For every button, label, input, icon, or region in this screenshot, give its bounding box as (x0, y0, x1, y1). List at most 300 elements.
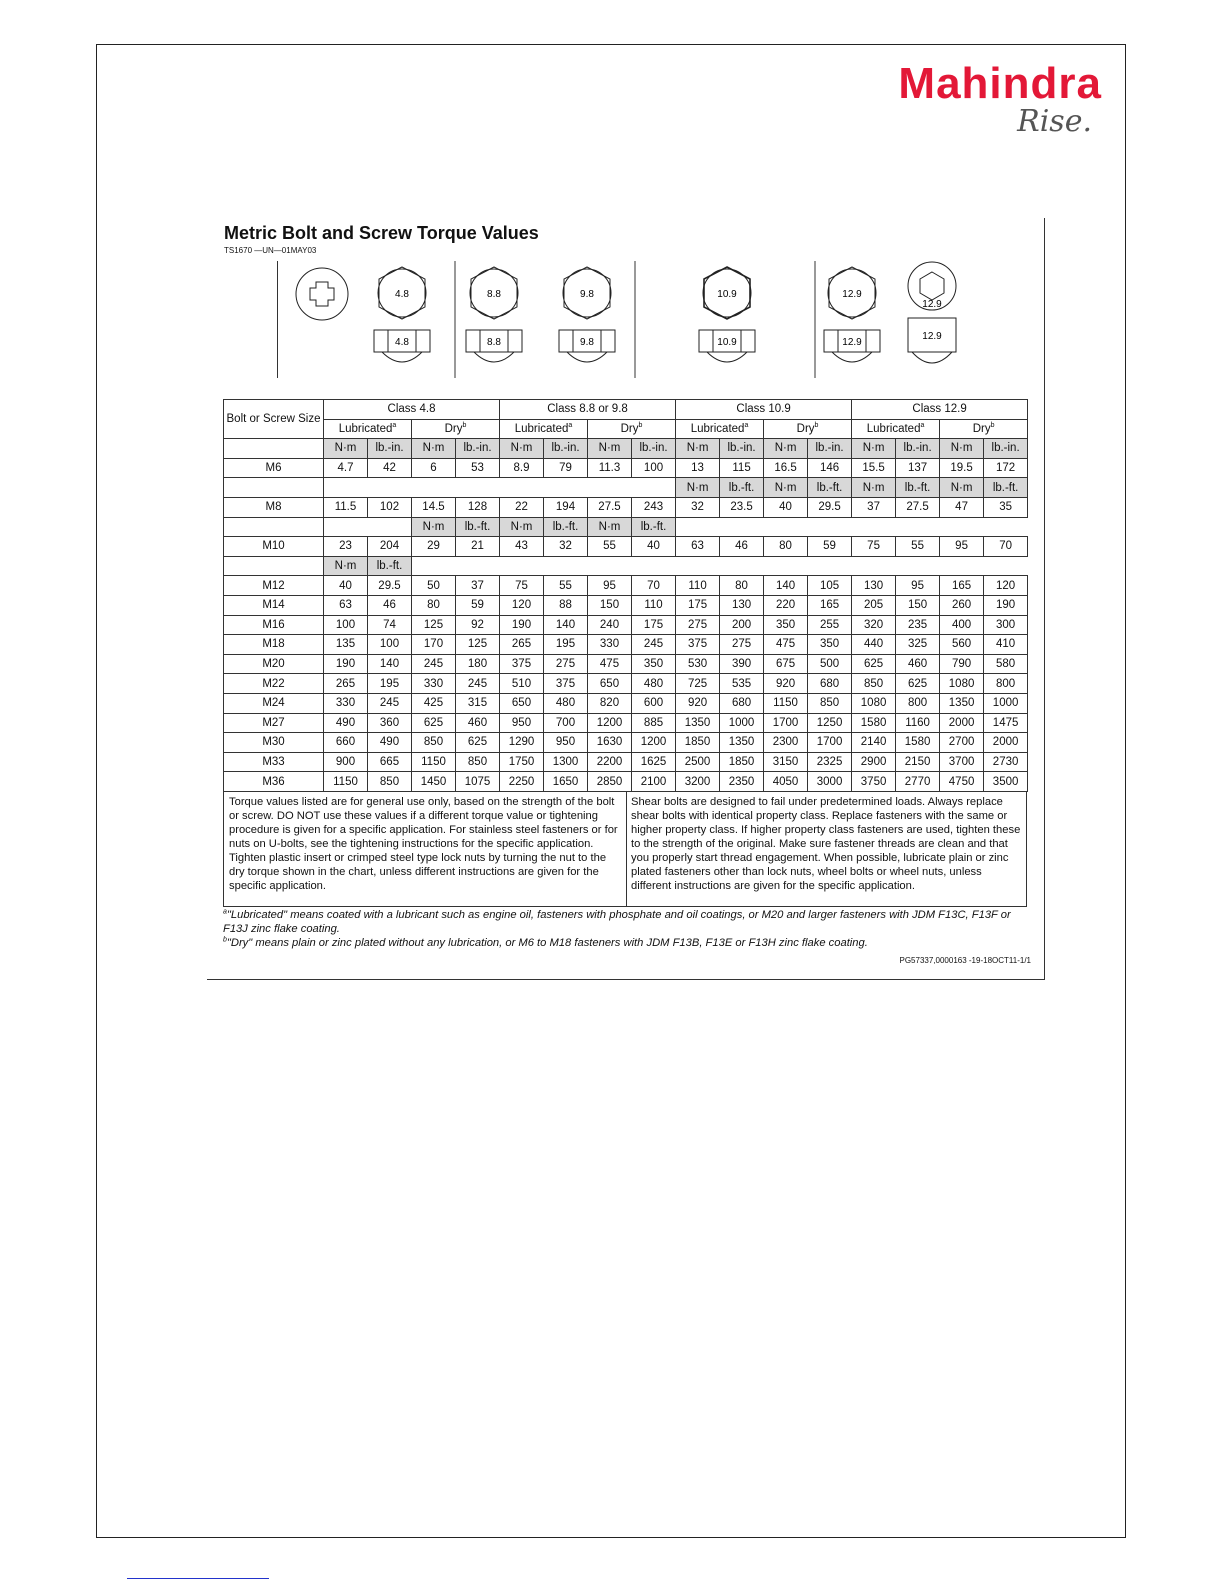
torque-value-cell: 490 (368, 733, 412, 753)
dry-header: Dry$^b$ (588, 419, 676, 439)
torque-value-cell: 500 (808, 654, 852, 674)
torque-value-cell: 650 (500, 693, 544, 713)
torque-value-cell: 725 (676, 674, 720, 694)
torque-value-cell: 194 (544, 497, 588, 517)
torque-value-cell: 59 (456, 595, 500, 615)
table-row (224, 615, 1028, 635)
unit-cell: N·m (588, 439, 632, 459)
torque-value-cell: 47 (940, 497, 984, 517)
bolt-head-10-9-icon (703, 267, 751, 319)
torque-value-cell: 190 (324, 654, 368, 674)
torque-value-cell: 220 (764, 595, 808, 615)
general-use-note: Torque values listed are for general use only, based on the strength of the bolt or screw. DO NOT use these values if a different torque value or tightening procedure is given for a specific application. For stainless steel fasteners or for nuts on U-bolts, see the tightening instructions for the specific application. Tighten plastic insert or crimped steel type lock nuts by turning the nut to the dry torque shown in the chart, unless different instructions are given for the specific application. (229, 796, 618, 892)
torque-value-cell: 1250 (808, 713, 852, 733)
torque-value-cell: 19.5 (940, 458, 984, 478)
torque-value-cell: 600 (632, 693, 676, 713)
torque-value-cell: 130 (852, 576, 896, 596)
table-row (224, 772, 1028, 792)
torque-value-cell: 125 (412, 615, 456, 635)
torque-value-cell: 80 (720, 576, 764, 596)
bolt-size-cell: M24 (224, 693, 324, 713)
unit-cell: lb.-in. (808, 439, 852, 459)
torque-value-cell: 255 (808, 615, 852, 635)
torque-value-cell: 1650 (544, 772, 588, 792)
torque-value-cell: 1000 (984, 693, 1028, 713)
unit-cell: lb.-in. (984, 439, 1028, 459)
unit-cell: lb.-in. (720, 439, 764, 459)
torque-value-cell: 1350 (676, 713, 720, 733)
torque-value-cell: 175 (632, 615, 676, 635)
torque-value-cell: 325 (896, 635, 940, 655)
torque-value-cell: 300 (984, 615, 1028, 635)
torque-value-cell: 4050 (764, 772, 808, 792)
unit-cell: N·m (500, 439, 544, 459)
unit-cell: lb.-ft. (984, 478, 1028, 498)
bolt-marking-illustration (277, 261, 990, 378)
torque-value-cell: 80 (412, 595, 456, 615)
table-row (224, 497, 1028, 517)
table-row (224, 733, 1028, 753)
torque-value-cell: 315 (456, 693, 500, 713)
bolt-size-cell: M16 (224, 615, 324, 635)
torque-value-cell: 165 (808, 595, 852, 615)
torque-value-cell: 850 (412, 733, 456, 753)
torque-value-cell: 125 (456, 635, 500, 655)
torque-value-cell: 790 (940, 654, 984, 674)
footnote-dry: $^b$"Dry" means plain or zinc plated without any lubrication, or M6 to M18 fasteners with JDM F13B, F13E or F13H zinc flake coating. (223, 936, 868, 949)
svg-text:12.9: 12.9 (842, 289, 862, 300)
torque-value-cell: 1000 (720, 713, 764, 733)
usage-notes-box (223, 791, 1027, 907)
torque-value-cell: 1580 (896, 733, 940, 753)
torque-value-cell: 2140 (852, 733, 896, 753)
blank-cell (224, 478, 324, 498)
torque-value-cell: 2700 (940, 733, 984, 753)
unit-cell: lb.-ft. (808, 478, 852, 498)
torque-value-cell: 245 (412, 654, 456, 674)
torque-value-cell: 2200 (588, 752, 632, 772)
torque-value-cell: 530 (676, 654, 720, 674)
dry-header: Dry$^b$ (412, 419, 500, 439)
torque-value-cell: 440 (852, 635, 896, 655)
torque-value-cell: 70 (984, 537, 1028, 557)
bolt-size-cell: M6 (224, 458, 324, 478)
document-code: TS1670 —UN—01MAY03 (224, 246, 317, 255)
svg-text:8.8: 8.8 (487, 289, 501, 300)
torque-value-cell: 350 (632, 654, 676, 674)
torque-value-cell: 140 (544, 615, 588, 635)
torque-value-cell: 59 (808, 537, 852, 557)
bolt-size-cell: M18 (224, 635, 324, 655)
torque-value-cell: 3150 (764, 752, 808, 772)
torque-value-cell: 475 (764, 635, 808, 655)
svg-text:12.9: 12.9 (842, 337, 862, 348)
torque-value-cell: 95 (588, 576, 632, 596)
table-row (224, 713, 1028, 733)
blank-cell (324, 517, 412, 537)
svg-text:10.9: 10.9 (717, 289, 737, 300)
torque-value-cell: 480 (632, 674, 676, 694)
svg-text:12.9: 12.9 (922, 299, 942, 310)
bolt-head-9-8-icon (563, 267, 611, 319)
torque-value-cell: 2500 (676, 752, 720, 772)
torque-value-cell: 330 (324, 693, 368, 713)
torque-value-cell: 560 (940, 635, 984, 655)
torque-value-cell: 40 (632, 537, 676, 557)
table-row (224, 595, 1028, 615)
unit-row-class88-lbft (224, 517, 1028, 537)
bolt-size-cell: M8 (224, 497, 324, 517)
torque-value-cell: 680 (720, 693, 764, 713)
torque-value-cell: 580 (984, 654, 1028, 674)
torque-value-cell: 43 (500, 537, 544, 557)
unit-cell: lb.-ft. (544, 517, 588, 537)
torque-value-cell: 74 (368, 615, 412, 635)
torque-value-cell: 2150 (896, 752, 940, 772)
unit-cell: lb.-ft. (632, 517, 676, 537)
nut-10-9-icon (699, 330, 755, 362)
class-header: Class 10.9 (676, 400, 852, 420)
nut-8-8-icon (466, 330, 522, 362)
torque-value-cell: 100 (368, 635, 412, 655)
blank-cell (324, 478, 676, 498)
table-row (224, 693, 1028, 713)
unit-row-class48-lbft (224, 556, 1028, 576)
torque-value-cell: 135 (324, 635, 368, 655)
torque-value-cell: 140 (368, 654, 412, 674)
torque-value-cell: 29.5 (808, 497, 852, 517)
torque-value-cell: 375 (544, 674, 588, 694)
torque-value-cell: 265 (324, 674, 368, 694)
bolt-size-cell: M22 (224, 674, 324, 694)
svg-text:10.9: 10.9 (717, 337, 737, 348)
torque-value-cell: 240 (588, 615, 632, 635)
blank-cell (224, 439, 324, 459)
footer-link-line (127, 1578, 269, 1579)
unit-cell: N·m (588, 517, 632, 537)
table-header-conditions (224, 419, 1028, 439)
torque-value-cell: 180 (456, 654, 500, 674)
torque-value-cell: 16.5 (764, 458, 808, 478)
torque-value-cell: 2100 (632, 772, 676, 792)
torque-value-cell: 195 (544, 635, 588, 655)
torque-value-cell: 37 (456, 576, 500, 596)
torque-value-cell: 11.3 (588, 458, 632, 478)
torque-value-cell: 110 (632, 595, 676, 615)
blank-cell (224, 517, 324, 537)
bolt-head-8-8-icon (470, 267, 518, 319)
torque-value-cell: 475 (588, 654, 632, 674)
bolt-size-cell: M36 (224, 772, 324, 792)
unit-cell: lb.-in. (896, 439, 940, 459)
torque-value-cell: 245 (368, 693, 412, 713)
torque-value-cell: 1160 (896, 713, 940, 733)
torque-value-cell: 350 (808, 635, 852, 655)
torque-value-cell: 29 (412, 537, 456, 557)
unit-cell: lb.-ft. (456, 517, 500, 537)
mahindra-logo (842, 59, 1102, 140)
torque-value-cell: 1700 (808, 733, 852, 753)
torque-value-cell: 275 (676, 615, 720, 635)
nut-4-8-icon (374, 330, 430, 362)
torque-value-cell: 2300 (764, 733, 808, 753)
bolt-size-cell: M14 (224, 595, 324, 615)
table-row (224, 537, 1028, 557)
torque-value-cell: 820 (588, 693, 632, 713)
torque-value-cell: 55 (588, 537, 632, 557)
bolt-size-cell: M12 (224, 576, 324, 596)
torque-value-cell: 1080 (852, 693, 896, 713)
torque-value-cell: 46 (720, 537, 764, 557)
torque-value-cell: 360 (368, 713, 412, 733)
torque-value-cell: 1580 (852, 713, 896, 733)
table-row (224, 576, 1028, 596)
torque-value-cell: 400 (940, 615, 984, 635)
notes-divider (626, 792, 627, 906)
torque-value-cell: 800 (896, 693, 940, 713)
svg-text:9.8: 9.8 (580, 289, 594, 300)
page-title: Metric Bolt and Screw Torque Values (224, 223, 539, 243)
torque-value-cell: 3000 (808, 772, 852, 792)
phillips-screw-icon (296, 268, 348, 320)
torque-value-cell: 105 (808, 576, 852, 596)
torque-value-cell: 6 (412, 458, 456, 478)
unit-cell: N·m (676, 478, 720, 498)
torque-value-cell: 3200 (676, 772, 720, 792)
torque-value-cell: 100 (324, 615, 368, 635)
nut-9-8-icon (559, 330, 615, 362)
torque-value-cell: 3500 (984, 772, 1028, 792)
torque-value-cell: 950 (500, 713, 544, 733)
torque-value-cell: 115 (720, 458, 764, 478)
torque-value-cell: 265 (500, 635, 544, 655)
svg-text:12.9: 12.9 (922, 331, 942, 342)
unit-cell: lb.-in. (456, 439, 500, 459)
torque-value-cell: 2770 (896, 772, 940, 792)
torque-value-cell: 460 (896, 654, 940, 674)
torque-value-cell: 21 (456, 537, 500, 557)
torque-value-cell: 1475 (984, 713, 1028, 733)
torque-value-cell: 625 (456, 733, 500, 753)
torque-value-cell: 1200 (588, 713, 632, 733)
torque-value-cell: 885 (632, 713, 676, 733)
torque-value-cell: 425 (412, 693, 456, 713)
torque-value-cell: 1450 (412, 772, 456, 792)
unit-cell: lb.-ft. (720, 478, 764, 498)
socket-head-12-9-icon (908, 262, 956, 310)
class-header: Class 12.9 (852, 400, 1028, 420)
torque-value-cell: 1200 (632, 733, 676, 753)
torque-value-cell: 480 (544, 693, 588, 713)
torque-value-cell: 850 (368, 772, 412, 792)
torque-value-cell: 675 (764, 654, 808, 674)
torque-value-cell: 1625 (632, 752, 676, 772)
torque-value-cell: 102 (368, 497, 412, 517)
size-column-header: Bolt or Screw Size (224, 400, 324, 439)
torque-value-cell: 195 (368, 674, 412, 694)
torque-value-cell: 850 (808, 693, 852, 713)
torque-value-cell: 27.5 (588, 497, 632, 517)
torque-value-cell: 700 (544, 713, 588, 733)
torque-value-cell: 110 (676, 576, 720, 596)
torque-value-cell: 535 (720, 674, 764, 694)
unit-cell: N·m (412, 439, 456, 459)
unit-cell: N·m (852, 439, 896, 459)
unit-cell: lb.-ft. (368, 556, 412, 576)
torque-value-cell: 120 (500, 595, 544, 615)
table-row (224, 458, 1028, 478)
dry-header: Dry$^b$ (940, 419, 1028, 439)
bolt-size-cell: M27 (224, 713, 324, 733)
torque-value-cell: 88 (544, 595, 588, 615)
torque-value-cell: 245 (456, 674, 500, 694)
torque-value-cell: 375 (500, 654, 544, 674)
torque-value-cell: 50 (412, 576, 456, 596)
unit-cell: N·m (324, 439, 368, 459)
torque-value-cell: 1150 (412, 752, 456, 772)
torque-value-cell: 1080 (940, 674, 984, 694)
torque-value-cell: 1300 (544, 752, 588, 772)
torque-value-cell: 32 (544, 537, 588, 557)
socket-screw-12-9-icon (908, 318, 956, 363)
torque-value-cell: 2730 (984, 752, 1028, 772)
bolt-size-cell: M33 (224, 752, 324, 772)
unit-row-class109-lbft (224, 478, 1028, 498)
shear-bolt-note: Shear bolts are designed to fail under predetermined loads. Always replace shear bolts with identical property class. Replace fasteners with the same or higher property class. If higher property class fasteners are used, tighten these to the strength of the original. Make sure fastener threads are clean and that you properly start thread engagement. When possible, lubricate plain or zinc plated fasteners other than lock nuts, wheel bolts or wheel nuts, unless different instructions are given for the specific application. (631, 796, 1021, 892)
unit-cell: N·m (764, 439, 808, 459)
torque-value-cell: 650 (588, 674, 632, 694)
torque-value-cell: 75 (852, 537, 896, 557)
torque-value-cell: 410 (984, 635, 1028, 655)
torque-value-cell: 330 (588, 635, 632, 655)
torque-value-cell: 1700 (764, 713, 808, 733)
torque-value-cell: 2850 (588, 772, 632, 792)
torque-value-cell: 150 (588, 595, 632, 615)
unit-cell: lb.-in. (632, 439, 676, 459)
torque-value-cell: 390 (720, 654, 764, 674)
torque-value-cell: 1075 (456, 772, 500, 792)
torque-value-cell: 46 (368, 595, 412, 615)
torque-value-cell: 800 (984, 674, 1028, 694)
class-header: Class 4.8 (324, 400, 500, 420)
panel-divider-right (1044, 218, 1045, 980)
torque-value-cell: 23 (324, 537, 368, 557)
torque-value-cell: 950 (544, 733, 588, 753)
torque-value-cell: 330 (412, 674, 456, 694)
torque-value-cell: 27.5 (896, 497, 940, 517)
panel-divider-bottom (207, 979, 1045, 980)
torque-value-cell: 350 (764, 615, 808, 635)
torque-value-cell: 11.5 (324, 497, 368, 517)
svg-text:4.8: 4.8 (395, 289, 409, 300)
unit-cell: N·m (324, 556, 368, 576)
unit-cell: lb.-in. (544, 439, 588, 459)
blank-cell (224, 556, 324, 576)
torque-value-cell: 850 (456, 752, 500, 772)
torque-value-cell: 625 (852, 654, 896, 674)
torque-value-cell: 1150 (324, 772, 368, 792)
torque-value-cell: 80 (764, 537, 808, 557)
torque-value-cell: 1150 (764, 693, 808, 713)
class-header: Class 8.8 or 9.8 (500, 400, 676, 420)
brand-tagline: Rise. (1017, 104, 1092, 139)
unit-cell: N·m (764, 478, 808, 498)
dry-header: Dry$^b$ (764, 419, 852, 439)
torque-value-cell: 4750 (940, 772, 984, 792)
unit-row-lbin (224, 439, 1028, 459)
bolt-head-4-8-icon (378, 267, 426, 319)
torque-value-cell: 40 (764, 497, 808, 517)
torque-value-cell: 55 (544, 576, 588, 596)
torque-value-cell: 204 (368, 537, 412, 557)
lubricated-header: Lubricated$^a$ (676, 419, 764, 439)
torque-value-cell: 245 (632, 635, 676, 655)
blank-cell (676, 517, 1028, 537)
torque-value-cell: 460 (456, 713, 500, 733)
bolt-size-cell: M20 (224, 654, 324, 674)
torque-value-cell: 1750 (500, 752, 544, 772)
table-header-classes (224, 400, 1028, 420)
unit-cell: lb.-in. (368, 439, 412, 459)
torque-value-cell: 79 (544, 458, 588, 478)
torque-value-cell: 70 (632, 576, 676, 596)
torque-value-cell: 920 (764, 674, 808, 694)
torque-value-cell: 53 (456, 458, 500, 478)
lubricated-header: Lubricated$^a$ (852, 419, 940, 439)
table-row (224, 674, 1028, 694)
torque-value-cell: 23.5 (720, 497, 764, 517)
torque-value-cell: 140 (764, 576, 808, 596)
torque-value-cell: 100 (632, 458, 676, 478)
torque-value-cell: 150 (896, 595, 940, 615)
bolt-size-cell: M10 (224, 537, 324, 557)
bolt-size-cell: M30 (224, 733, 324, 753)
torque-value-cell: 63 (324, 595, 368, 615)
torque-value-cell: 8.9 (500, 458, 544, 478)
torque-value-cell: 1290 (500, 733, 544, 753)
torque-value-cell: 680 (808, 674, 852, 694)
torque-value-cell: 2350 (720, 772, 764, 792)
torque-value-cell: 146 (808, 458, 852, 478)
torque-value-cell: 1630 (588, 733, 632, 753)
table-row (224, 654, 1028, 674)
nut-12-9-icon (824, 330, 880, 362)
torque-value-cell: 95 (940, 537, 984, 557)
torque-value-cell: 1350 (720, 733, 764, 753)
torque-value-cell: 200 (720, 615, 764, 635)
torque-value-cell: 205 (852, 595, 896, 615)
unit-cell: N·m (940, 478, 984, 498)
svg-text:8.8: 8.8 (487, 337, 501, 348)
unit-cell: N·m (676, 439, 720, 459)
torque-value-cell: 2325 (808, 752, 852, 772)
torque-value-cell: 1350 (940, 693, 984, 713)
torque-value-cell: 320 (852, 615, 896, 635)
bolt-head-diagrams (278, 261, 990, 378)
torque-value-cell: 275 (544, 654, 588, 674)
torque-value-cell: 190 (984, 595, 1028, 615)
torque-value-cell: 32 (676, 497, 720, 517)
torque-value-cell: 2000 (940, 713, 984, 733)
torque-value-cell: 63 (676, 537, 720, 557)
torque-value-cell: 243 (632, 497, 676, 517)
table-row (224, 752, 1028, 772)
torque-value-cell: 1850 (720, 752, 764, 772)
torque-value-cell: 900 (324, 752, 368, 772)
torque-value-cell: 170 (412, 635, 456, 655)
footnote-lubricated: $^a$"Lubricated" means coated with a lubricant such as engine oil, fasteners with phosphate and oil coatings, or M20 and larger fasteners with JDM F13C, F13F or F13J zinc flake coating. (223, 908, 1011, 935)
torque-value-cell: 37 (852, 497, 896, 517)
